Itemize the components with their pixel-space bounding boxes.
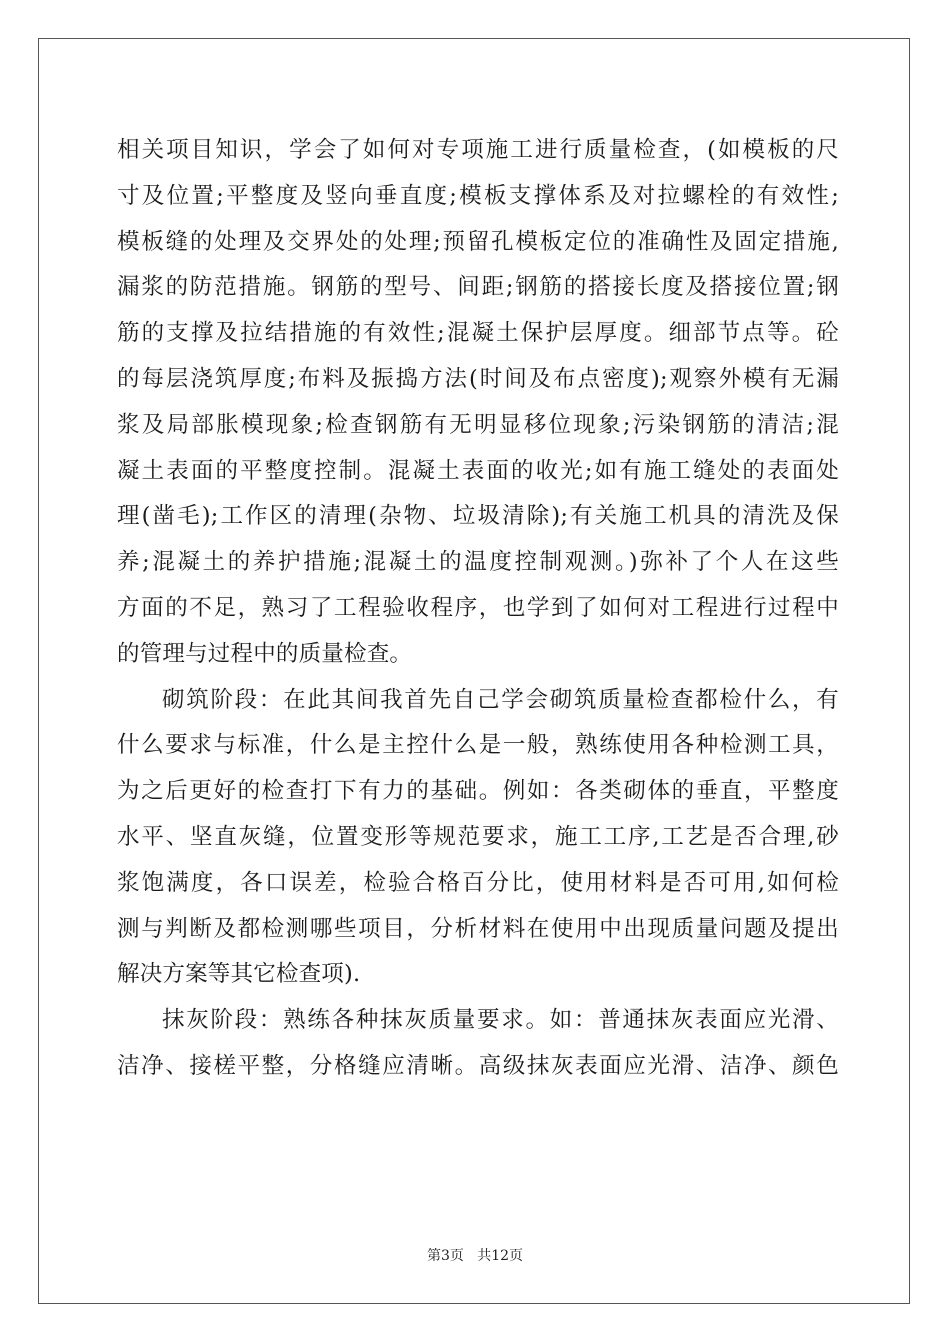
text-line: 相关项目知识，学会了如何对专项施工进行质量检查，(如模板的尺: [117, 137, 839, 163]
text-line: 模板缝的处理及交界处的处理;预留孔模板定位的准确性及固定措施,: [117, 228, 839, 255]
text-line: 测与判断及都检测哪些项目，分析材料在使用中出现质量问题及提出: [117, 915, 839, 942]
text-line: 浆饱满度，各口误差，检验合格百分比，使用材料是否可用,如何检: [117, 869, 839, 896]
page-number-footer: 第3页 共12页: [426, 1248, 524, 1264]
text-line: 养;混凝土的养护措施;混凝土的温度控制观测。)弥补了个人在这些: [117, 549, 839, 576]
text-line: 的每层浇筑厚度;布料及振捣方法(时间及布点密度);观察外模有无漏: [117, 365, 839, 392]
text-line: 理(凿毛);工作区的清理(杂物、垃圾清除);有关施工机具的清洗及保: [117, 503, 839, 530]
text-line: 凝土表面的平整度控制。混凝土表面的收光;如有施工缝处的表面处: [117, 457, 839, 484]
document-body: [117, 128, 839, 1090]
text-line: 为之后更好的检查打下有力的基础。例如：各类砌体的垂直，平整度: [117, 778, 839, 805]
text-line: 漏浆的防范措施。钢筋的型号、间距;钢筋的搭接长度及搭接位置;钢: [117, 274, 839, 301]
text-line: 浆及局部胀模现象;检查钢筋有无明显移位现象;污染钢筋的清洁;混: [117, 411, 839, 438]
text-line: 洁净、接槎平整，分格缝应清晰。高级抹灰表面应光滑、洁净、颜色: [117, 1052, 839, 1079]
paragraph-start-line: 砌筑阶段：在此其间我首先自己学会砌筑质量检查都检什么，有: [162, 686, 839, 713]
paragraph-start-line: 抹灰阶段：熟练各种抹灰质量要求。如：普通抹灰表面应光滑、: [162, 1007, 839, 1034]
text-line: 寸及位置;平整度及竖向垂直度;模板支撑体系及对拉螺栓的有效性;: [117, 182, 839, 209]
text-line: 的管理与过程中的质量检查。: [117, 640, 413, 667]
text-line: 筋的支撑及拉结措施的有效性;混凝土保护层厚度。细部节点等。砼: [117, 320, 839, 347]
text-line: 解决方案等其它检查项).: [117, 961, 361, 988]
text-line: 方面的不足，熟习了工程验收程序，也学到了如何对工程进行过程中: [117, 594, 839, 621]
text-line: 水平、坚直灰缝，位置变形等规范要求，施工工序,工艺是否合理,砂: [117, 823, 839, 850]
text-line: 什么要求与标准，什么是主控什么是一般，熟练使用各种检测工具，: [117, 732, 839, 759]
